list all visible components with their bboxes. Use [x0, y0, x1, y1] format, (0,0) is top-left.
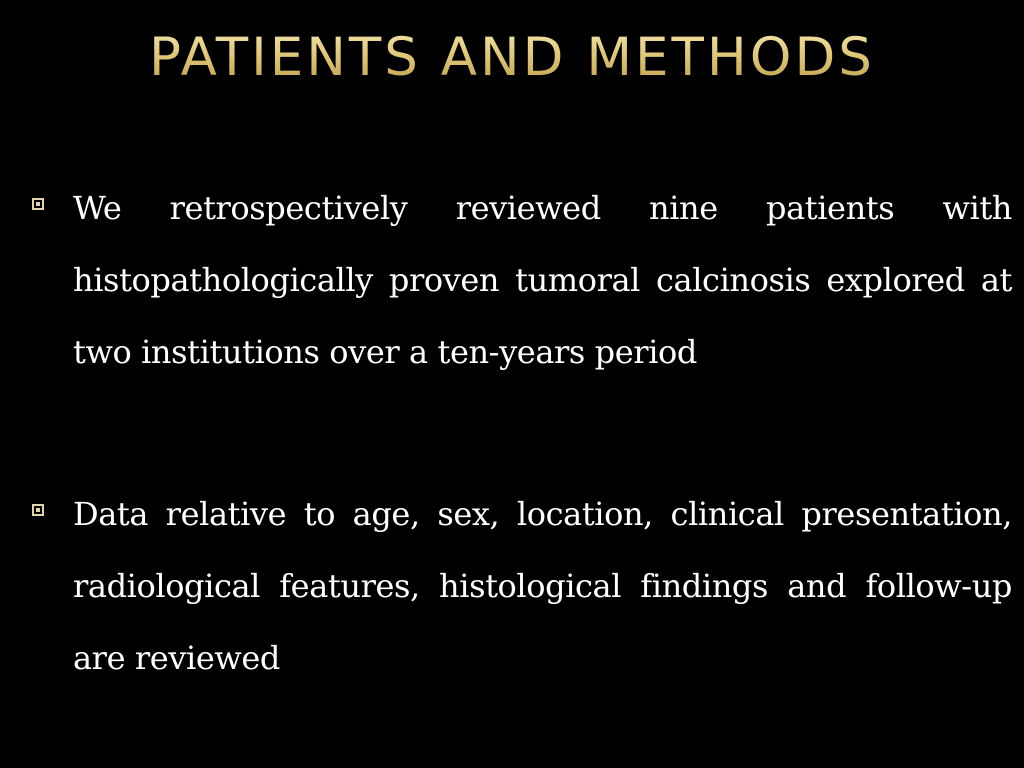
bullet-text: Data relative to age, sex, location, clinical presentation, radiological features, histological findings and follow-up are reviewed: [73, 495, 1012, 677]
bullet-text: We retrospectively reviewed nine patients with histopathologically proven tumoral calcinosis explored at two institutions over a ten-years period: [73, 189, 1012, 371]
square-bullet-icon: [32, 198, 44, 210]
square-bullet-icon: [32, 504, 44, 516]
slide-title: PATIENTS AND METHODS: [0, 26, 1024, 90]
